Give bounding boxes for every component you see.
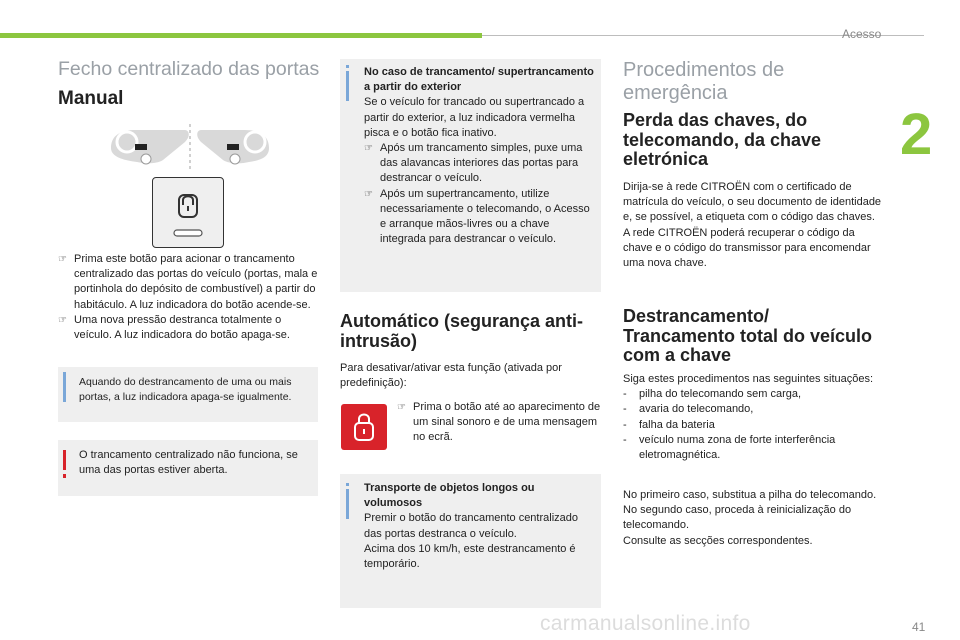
central-lock-button-illustration [152,177,224,248]
note-text: Premir o botão do trancamento centralizado das portas destranca o veículo. [364,512,579,540]
automatic-intro: Para desativar/ativar esta função (ativada por predefinição): [340,362,562,390]
info-note-text: Aquando do destrancamento de uma ou mais portas, a luz indicadora apaga-se igualmente. [79,376,292,404]
info-note-box [58,367,318,422]
list-item: ☞ Prima o botão até ao aparecimento de um sinal sonoro e de uma mensagem no ecrã. [397,400,601,446]
lost-keys-heading: Perda das chaves, do telecomando, da chave eletrónica [623,110,822,169]
info-i-icon [346,489,349,519]
pointing-hand-icon: ☞ [58,314,67,326]
pointing-hand-icon: ☞ [364,188,373,200]
paragraph: No primeiro caso, substitua a pilha do telecomando. [623,489,877,501]
list-item: ☞ Uma nova pressão destranca totalmente o veículo. A luz indicadora do botão apaga-se. [58,313,322,343]
pointing-hand-icon: ☞ [397,402,406,413]
paragraph: A rede CITROËN poderá recuperar o código da chave e o código do transmissor para encomendar uma nova chave. [623,226,871,270]
paragraph: No segundo caso, proceda à reinicialização do telecomando. [623,504,852,532]
exterior-lock-note-box [340,59,601,292]
col1-title: Fecho centralizado das portas [58,58,320,80]
warning-note-text: O trancamento centralizado não funciona, se uma das portas estiver aberta. [79,449,298,477]
header-accent-bar [0,33,482,38]
col1-subtitle: Manual [58,88,124,109]
red-lock-button-illustration [341,404,387,450]
chapter-number: 2 [900,102,933,167]
paragraph: Dirija-se à rede CITROËN com o certificado de matrícula do veículo, o seu documento de identidade e, se possível, a etiqueta com o código das chaves. [623,181,882,224]
warning-note-box [58,440,318,496]
automatic-heading: Automático (segurança anti-intrusão) [340,311,584,351]
list-item: ☞ Após um supertrancamento, utilize necessariamente o telecomando, o Acesso e arranque mãos-livres ou a chave integrada para destrancar o veículo. [364,187,598,248]
transport-note-box [340,474,601,608]
col3-title: Procedimentos de emergência [623,59,785,104]
list-item: - pilha do telecomando sem carga, [623,388,802,401]
note-title: Transporte de objetos longos ou volumosos [364,482,535,510]
watermark: carmanualsonline.info [540,612,751,635]
info-i-icon [346,71,349,101]
note-title: No caso de trancamento/ supertrancamento a partir do exterior [364,66,594,94]
pointing-hand-icon: ☞ [58,254,67,265]
padlock-icon [341,404,387,450]
pointing-hand-icon: ☞ [364,143,373,155]
list-item: - avaria do telecomando, [623,403,754,416]
list-item: ☞ Prima este botão para acionar o trancamento centralizado das portas do veículo (portas, mala e portinhola do depósito de combustível) a partir do habitáculo. A luz indicadora do botão acende-se. [58,252,322,313]
unlock-with-key-heading: Destrancamento/ Trancamento total do veículo com a chave [623,306,873,365]
door-locks-illustration [105,122,275,172]
section-label: Acesso [842,27,882,41]
paragraph: Consulte as secções correspondentes. [623,534,813,547]
exclamation-icon [63,450,66,470]
col1-bullet-list [58,252,322,343]
paragraph: Siga estes procedimentos nas seguintes situações: [623,373,874,385]
page-number: 41 [912,620,926,634]
padlock-icon [153,178,223,247]
list-item: - falha da bateria [623,418,715,431]
list-item: ☞ Após um trancamento simples, puxe uma das alavancas interiores das portas para destrancar o veículo. [364,141,598,187]
note-text: Acima dos 10 km/h, este destrancamento é temporário. [364,542,576,571]
note-text: Se o veículo for trancado ou supertrancado a partir do exterior, a luz indicadora vermelha pisca e o botão fica inativo. [364,96,585,139]
info-i-icon [63,374,66,402]
list-item: - veículo numa zona de forte interferência eletromagnética. [623,433,836,462]
